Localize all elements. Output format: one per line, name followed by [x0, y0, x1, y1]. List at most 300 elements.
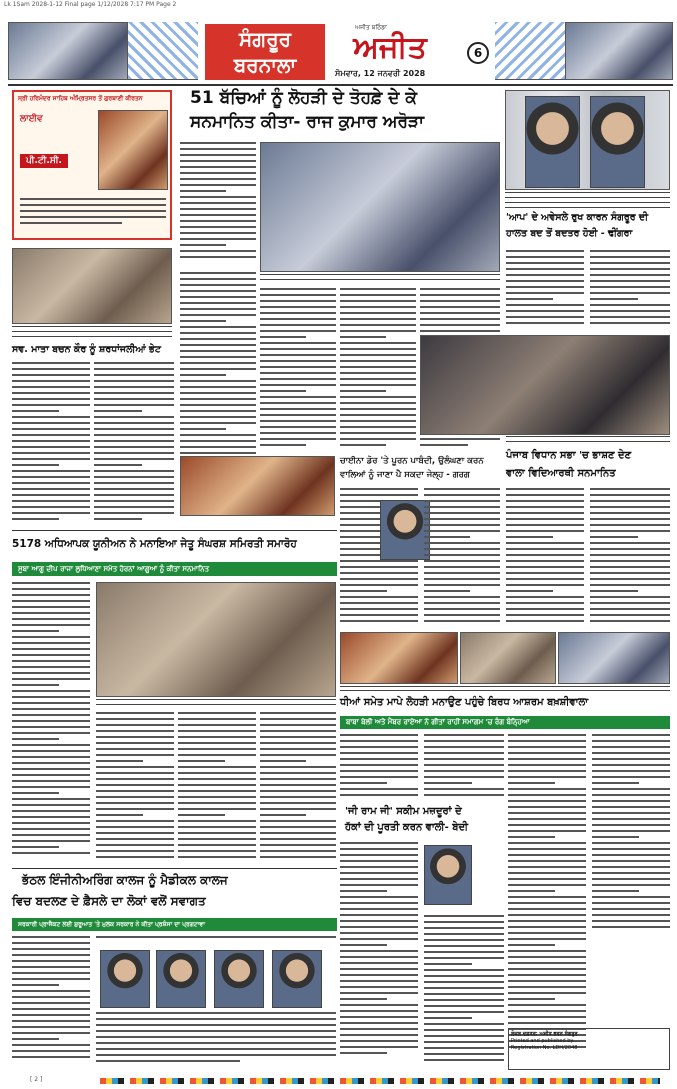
main-story-photo [260, 142, 500, 272]
text-line [96, 748, 174, 750]
text-line [12, 840, 90, 842]
text-line [592, 782, 639, 784]
text-line [260, 288, 336, 290]
text-line [340, 590, 387, 592]
text-line [590, 524, 670, 526]
text-line [12, 798, 90, 800]
text-line [96, 1054, 336, 1056]
garg-photo [380, 500, 430, 560]
text-line [340, 566, 418, 568]
text-line [592, 794, 670, 796]
text-line [12, 792, 59, 794]
text-line [178, 820, 256, 822]
text-line [340, 584, 418, 586]
text-line [590, 542, 670, 544]
text-line [424, 608, 500, 610]
union-col4 [260, 712, 336, 862]
text-line [180, 278, 256, 280]
text-line [508, 1022, 586, 1024]
text-line [508, 932, 586, 934]
text-line [590, 590, 638, 592]
text-line [590, 536, 638, 538]
text-line [94, 494, 174, 496]
text-line [340, 372, 416, 374]
text-line [340, 608, 418, 610]
text-line [340, 620, 418, 622]
text-line [590, 292, 670, 294]
text-line [180, 220, 256, 222]
text-line [12, 434, 90, 436]
text-line [180, 362, 256, 364]
union-subhead: ਸੂਬਾ ਆਗੂ ਦੀਪ ਰਾਜਾ ਲੁਧਿਆਣਾ ਸਮੇਤ ਹੋਰਨਾਂ ਆਗੂਆਂ ਨੂੰ ਕੀਤਾ ਸਨਮਾਨਿਤ [12, 562, 337, 576]
text-line [12, 404, 90, 406]
text-line [506, 310, 584, 312]
text-line [424, 740, 504, 742]
registration-marks [100, 1078, 660, 1084]
ramji-col2 [424, 915, 504, 1065]
text-line [180, 272, 256, 274]
text-line [12, 828, 90, 830]
right-top-headline-line2: ਹਾਲਤ ਬਦ ਤੋਂ ਬਦਤਰ ਹੋਈ - ਢੀਂਗਰਾ [506, 228, 633, 239]
text-line [340, 944, 387, 946]
page-marks: [ 2 ] [30, 1076, 43, 1083]
text-line [180, 320, 226, 322]
text-line [180, 404, 256, 406]
text-line [12, 960, 90, 962]
text-line [178, 784, 256, 786]
text-line [12, 618, 90, 620]
text-line [180, 302, 256, 304]
text-line [590, 286, 670, 288]
text-line [94, 410, 142, 412]
text-line [96, 718, 174, 720]
text-line [340, 432, 416, 434]
text-line [420, 312, 500, 314]
text-line [178, 766, 256, 768]
text-line [340, 950, 418, 952]
text-line [420, 294, 500, 296]
text-line [340, 920, 418, 922]
text-line [508, 920, 586, 922]
text-line [340, 752, 418, 754]
text-line [260, 718, 336, 720]
text-line [590, 316, 670, 318]
text-line [12, 1020, 90, 1022]
text-line [94, 482, 174, 484]
text-line [180, 338, 256, 340]
text-line [12, 392, 90, 394]
left-photo-ceremony [12, 248, 172, 324]
text-line [180, 238, 256, 240]
text-line [592, 770, 670, 772]
text-line [340, 926, 418, 928]
text-line [424, 1035, 504, 1037]
text-line [590, 500, 670, 502]
text-line [260, 712, 336, 714]
text-line [340, 860, 418, 862]
lohri-photo-2 [460, 632, 556, 684]
text-line [420, 318, 500, 320]
text-line [178, 748, 256, 750]
text-line [260, 354, 336, 356]
right-top-col1 [506, 250, 584, 330]
text-line [260, 826, 336, 828]
text-line [260, 438, 336, 440]
text-line [180, 226, 256, 228]
text-line [340, 962, 418, 964]
text-line [180, 202, 256, 204]
right-top-person-2 [590, 96, 645, 188]
text-line [424, 927, 504, 929]
text-line [12, 1056, 90, 1058]
text-line [506, 500, 584, 502]
text-line [424, 542, 500, 544]
text-line [12, 768, 90, 770]
text-line [12, 702, 90, 704]
text-line [12, 744, 90, 746]
text-line [180, 386, 256, 388]
text-line [12, 750, 90, 752]
text-line [12, 612, 90, 614]
text-line [424, 602, 500, 604]
text-line [260, 844, 336, 846]
text-line [12, 446, 90, 448]
text-line [420, 324, 500, 326]
text-line [180, 196, 256, 198]
text-line [508, 848, 586, 850]
text-line [12, 732, 90, 734]
text-line [340, 782, 387, 784]
text-line [590, 494, 670, 496]
text-line [590, 262, 670, 264]
text-line [506, 322, 584, 324]
text-line [340, 366, 416, 368]
text-line [180, 422, 256, 424]
text-line [506, 292, 584, 294]
text-line [180, 440, 256, 442]
text-line [12, 476, 90, 478]
text-line [96, 802, 174, 804]
text-line [180, 308, 256, 310]
text-line [260, 420, 336, 422]
text-line [424, 494, 500, 496]
text-line [12, 1002, 90, 1004]
text-line [508, 962, 586, 964]
text-line [424, 957, 504, 959]
assembly-col1 [506, 488, 584, 628]
ad-photo [98, 110, 168, 190]
text-line [12, 714, 90, 716]
ad-title: ਸ੍ਰੀ ਹਰਿਮੰਦਰ ਸਾਹਿਬ ਅੰਮ੍ਰਿਤਸਰ ਤੋਂ ਗੁਰਬਾਣੀ ਕੀਰਤਨ [18, 95, 143, 102]
text-line [12, 996, 90, 998]
union-photo [96, 582, 336, 697]
text-line [260, 330, 336, 332]
text-line [592, 854, 670, 856]
text-line [96, 826, 174, 828]
text-line [590, 298, 638, 300]
text-line [506, 560, 584, 562]
text-line [260, 348, 336, 350]
scanline: Lk 1Sam 2028-1-12 Final page 1/12/2028 7:17 PM Page 2 [4, 1, 177, 8]
text-line [506, 584, 584, 586]
college-person-4 [272, 950, 322, 1008]
text-line [260, 808, 336, 810]
text-line [424, 1017, 472, 1019]
text-line [340, 1040, 418, 1042]
text-line [340, 734, 418, 736]
text-line [260, 820, 336, 822]
text-line [340, 866, 418, 868]
text-line [592, 884, 670, 886]
text-line [592, 758, 670, 760]
text-line [340, 396, 416, 398]
text-line [424, 987, 504, 989]
text-line [12, 780, 90, 782]
text-line [12, 464, 59, 466]
text-line [340, 294, 416, 296]
text-line [180, 214, 256, 216]
text-line [424, 506, 500, 508]
text-line [12, 774, 90, 776]
text-line [340, 324, 416, 326]
text-line [180, 160, 256, 162]
text-line [260, 408, 336, 410]
text-line [508, 992, 586, 994]
charity-photo [420, 335, 670, 435]
text-line [506, 256, 584, 258]
text-line [506, 596, 584, 598]
text-line [424, 963, 472, 965]
union-caption [96, 699, 336, 709]
text-line [508, 770, 586, 772]
text-line [340, 378, 416, 380]
text-line [340, 360, 416, 362]
imprint-line3: Registration No. LDH/2048 [511, 1044, 578, 1051]
text-line [508, 890, 555, 892]
text-line [180, 392, 256, 394]
text-line [424, 746, 504, 748]
text-line [12, 852, 90, 854]
text-line [506, 274, 584, 276]
charity-headline-line2: ਵਾਲਿਆਂ ਨੂੰ ਜਾਣਾ ਪੈ ਸਕਦਾ ਜੇਲ੍ਹ - ਗਰਗ [340, 470, 470, 480]
text-line [592, 908, 670, 910]
text-line [592, 818, 670, 820]
text-line [508, 806, 586, 808]
text-line [12, 588, 90, 590]
text-line [96, 796, 174, 798]
text-line [340, 998, 387, 1000]
text-line [96, 736, 174, 738]
text-line [180, 190, 226, 192]
text-line [180, 172, 256, 174]
text-line [590, 554, 670, 556]
text-line [590, 268, 670, 270]
text-line [592, 734, 670, 736]
text-line [508, 872, 586, 874]
text-line [260, 396, 336, 398]
text-line [96, 760, 143, 762]
text-line [590, 608, 670, 610]
text-line [590, 518, 670, 520]
text-line [592, 776, 670, 778]
text-line [420, 288, 500, 290]
text-line [96, 1012, 336, 1014]
text-line [424, 488, 500, 490]
text-line [424, 590, 470, 592]
text-line [96, 712, 174, 714]
text-line [260, 402, 336, 404]
text-line [260, 414, 336, 416]
text-line [178, 832, 256, 834]
text-line [590, 488, 670, 490]
text-line [94, 362, 174, 364]
text-line [424, 921, 504, 923]
text-line [178, 838, 256, 840]
charity-caption [506, 436, 670, 446]
text-line [340, 596, 418, 598]
text-line [424, 548, 500, 550]
union-col1 [12, 582, 90, 862]
text-line [180, 178, 256, 180]
text-line [180, 410, 256, 412]
text-line [340, 980, 418, 982]
text-line [260, 384, 336, 386]
text-line [424, 993, 504, 995]
text-line [178, 856, 256, 858]
masthead-left-photo [8, 22, 128, 80]
text-line [260, 378, 336, 380]
text-line [94, 398, 174, 400]
text-line [340, 878, 418, 880]
text-line [424, 1053, 504, 1055]
union-rule [12, 530, 337, 531]
text-line [180, 356, 256, 358]
text-line [12, 374, 90, 376]
text-line [592, 740, 670, 742]
text-line [94, 368, 174, 370]
text-line [508, 1016, 586, 1018]
lohri-headline: ਧੀਆਂ ਸਮੇਤ ਮਾਪੇ ਲੋਹੜੀ ਮਨਾਉਣ ਪਹੁੰਚੇ ਬਿਰਧ ਆਸ਼ਰਮ ਬਖ਼ਸ਼ੀਵਾਲਾ [340, 697, 589, 708]
text-line [506, 250, 584, 252]
text-line [12, 512, 90, 514]
paper-name: ਅਜੀਤ [353, 30, 427, 65]
assembly-col2 [590, 488, 670, 628]
text-line [12, 660, 90, 662]
text-line [508, 926, 586, 928]
main-story-photo-2 [180, 456, 335, 516]
text-line [96, 1036, 336, 1038]
ramji-col1 [340, 842, 418, 1062]
text-line [178, 724, 256, 726]
text-line [12, 452, 90, 454]
text-line [340, 884, 418, 886]
text-line [12, 666, 90, 668]
text-line [424, 788, 504, 790]
text-line [180, 184, 256, 186]
text-line [340, 968, 418, 970]
text-line [592, 824, 670, 826]
text-line [180, 368, 256, 370]
masthead-right-photo [565, 22, 673, 80]
union-col2 [96, 712, 174, 862]
text-line [180, 452, 256, 454]
text-line [508, 866, 586, 868]
text-line [96, 742, 174, 744]
text-line [94, 440, 174, 442]
text-line [12, 482, 90, 484]
text-line [508, 842, 586, 844]
text-line [12, 494, 90, 496]
text-line [12, 642, 90, 644]
text-line [94, 404, 174, 406]
text-line [96, 820, 174, 822]
text-line [590, 512, 670, 514]
lohri-subhead: ਬਾਬਾ ਬੇਲੀ ਅਤੇ ਮੈਂਬਰ ਰਾਏਆ ਨੇ ਗੀਤਾਂ ਰਾਹੀਂ ਸਮਾਗਮ 'ਚ ਰੰਗ ਬੰਨ੍ਹਿਆ [340, 716, 670, 729]
ad-text [20, 198, 166, 236]
text-line [94, 476, 174, 478]
text-line [340, 872, 418, 874]
text-line [178, 808, 256, 810]
text-line [340, 402, 416, 404]
text-line [260, 742, 336, 744]
text-line [592, 890, 639, 892]
text-line [506, 316, 584, 318]
text-line [340, 740, 418, 742]
college-col3 [96, 1012, 336, 1066]
text-line [12, 506, 90, 508]
text-line [592, 866, 670, 868]
text-line [178, 778, 256, 780]
text-line [590, 250, 670, 252]
college-headline-line2: ਵਿਚ ਬਦਲਣ ਦੇ ਫ਼ੈਸਲੇ ਦਾ ਲੋਕਾਂ ਵਲੋਂ ਸਵਾਗਤ [12, 894, 206, 908]
text-line [424, 939, 504, 941]
text-line [12, 518, 59, 520]
text-line [12, 708, 90, 710]
text-line [12, 720, 90, 722]
ramji-headline-line1: 'ਜੀ ਰਾਮ ਜੀ' ਸਕੀਮ ਮਜ਼ਦੂਰਾਂ ਦੇ [345, 806, 462, 817]
text-line [592, 842, 670, 844]
text-line [508, 854, 586, 856]
text-line [508, 830, 586, 832]
text-line [506, 280, 584, 282]
text-line [424, 596, 500, 598]
text-line [12, 1050, 90, 1052]
right-top-headline-line1: 'ਆਪ' ਦੇ ਅਵੇਸਲੇ ਰੁਖ ਕਾਰਨ ਸੰਗਰੂਰ ਦੀ [506, 212, 649, 223]
text-line [178, 850, 256, 852]
text-line [508, 950, 586, 952]
text-line [12, 624, 90, 626]
text-line [340, 572, 418, 574]
text-line [260, 318, 336, 320]
text-line [12, 990, 90, 992]
text-line [506, 524, 584, 526]
text-line [590, 578, 670, 580]
text-line [96, 1030, 336, 1032]
main-photo-caption [260, 274, 500, 284]
text-line [260, 390, 306, 392]
text-line [590, 530, 670, 532]
text-line [94, 470, 174, 472]
text-line [180, 380, 256, 382]
text-line [506, 512, 584, 514]
text-line [260, 766, 336, 768]
lohri-photo-1 [340, 632, 458, 684]
text-line [12, 1008, 90, 1010]
text-line [180, 428, 226, 430]
text-line [12, 1044, 90, 1046]
text-line [260, 324, 336, 326]
text-line [506, 548, 584, 550]
